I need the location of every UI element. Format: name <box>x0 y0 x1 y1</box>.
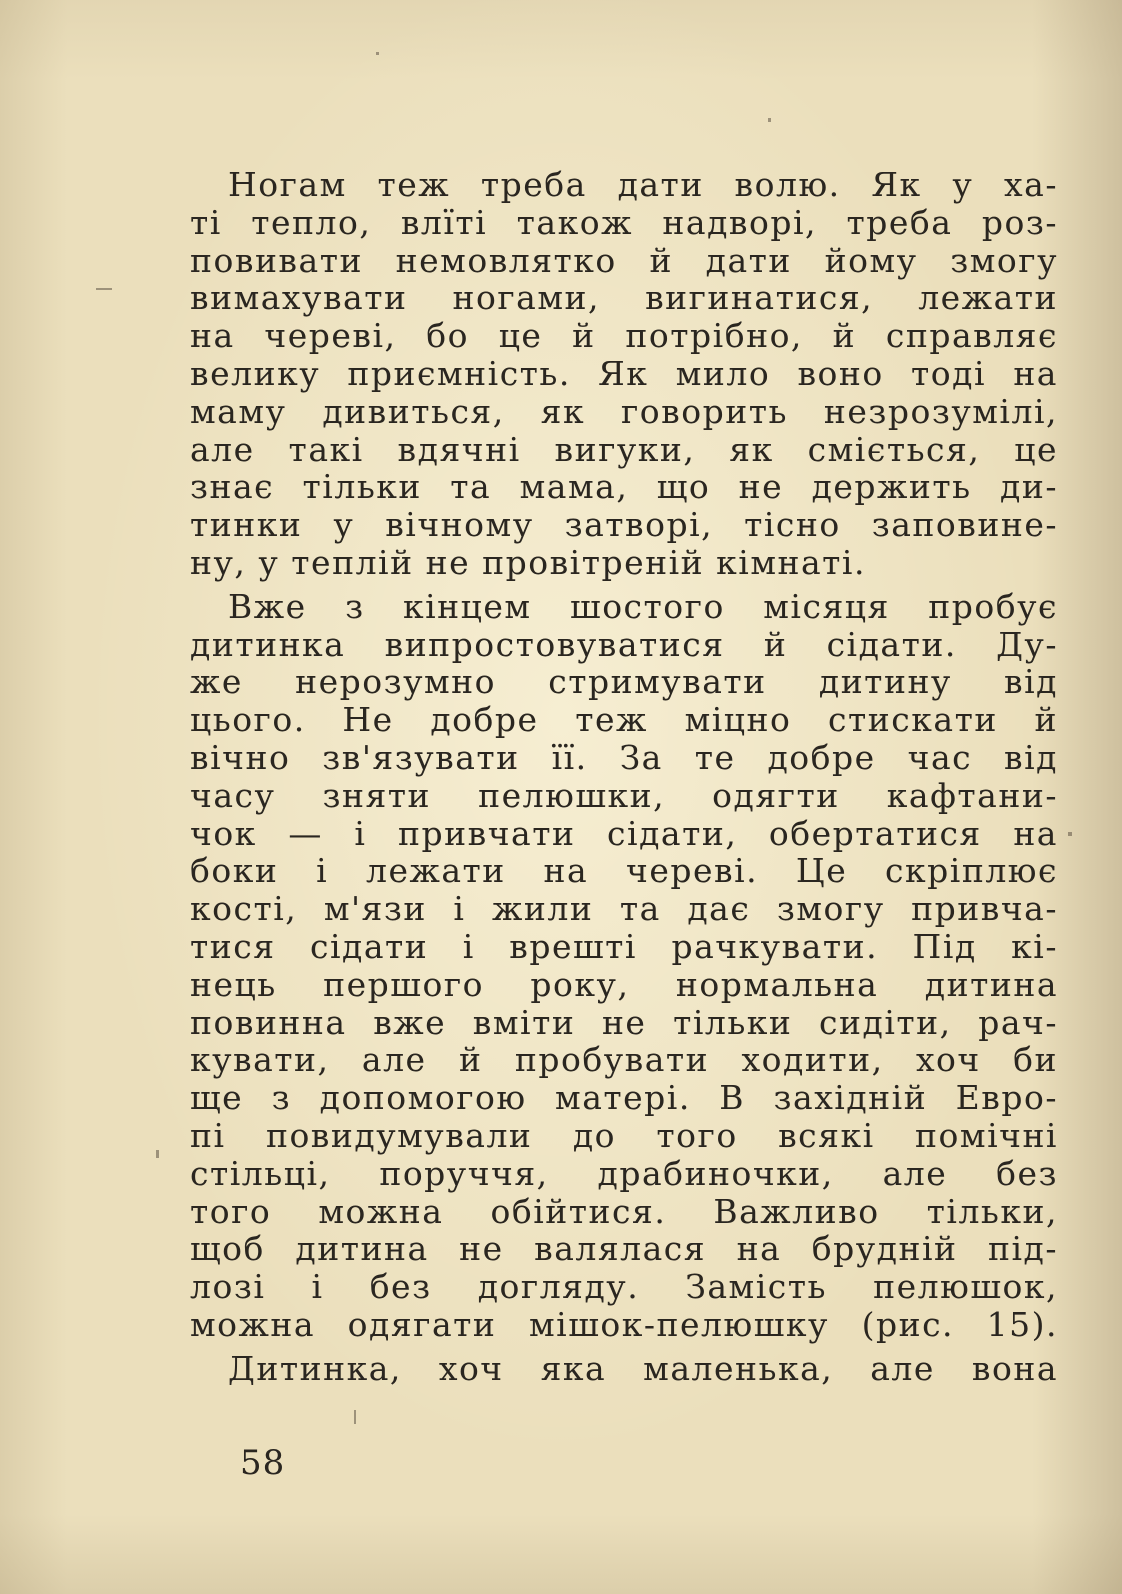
text-line: вічно зв'язувати її. За те добре час від <box>190 737 1058 777</box>
text-line: лозі і без догляду. Замість пелюшок, <box>190 1267 1058 1307</box>
text-line: ті тепло, влїті також надворі, треба роз- <box>190 202 1058 242</box>
text-line: кості, м'язи і жили та дає змогу привча- <box>190 889 1058 929</box>
text-line: Вже з кінцем шостого місяця пробує <box>228 586 1058 626</box>
text-line: часу зняти пелюшки, одягти кафтани- <box>190 775 1058 815</box>
print-speck <box>1068 832 1072 836</box>
page-number: 58 <box>240 1443 286 1483</box>
body-text <box>190 166 1058 1388</box>
text-line: маму дивиться, як говорить незрозумілі, <box>190 391 1058 431</box>
text-line: цього. Не добре теж міцно стискати й <box>190 700 1058 740</box>
print-speck <box>768 118 771 122</box>
text-line: тися сідати і врешті рачкувати. Під кі- <box>190 926 1058 966</box>
paragraph-3 <box>190 1350 1058 1388</box>
text-line: повинна вже вміти не тільки сидіти, рач- <box>190 1002 1058 1042</box>
print-speck <box>156 1150 159 1158</box>
text-line: на череві, бо це й потрібно, й справляє <box>190 316 1058 356</box>
text-line: можна одягати мішок-пелюшку (рис. 15). <box>190 1304 1058 1344</box>
text-line: щоб дитина не валялася на брудній під- <box>190 1229 1058 1269</box>
text-line: вимахувати ногами, вигинатися, лежати <box>190 278 1058 318</box>
text-line: боки і лежати на череві. Це скріплює <box>190 851 1058 891</box>
text-line: Дитинка, хоч яка маленька, але вона <box>228 1348 1058 1388</box>
paragraph-2 <box>190 588 1058 1344</box>
text-line: чок — і привчати сідати, обертатися на <box>190 813 1058 853</box>
text-line: пі повидумували до того всякі помічні <box>190 1115 1058 1155</box>
text-line: але такі вдячні вигуки, як сміється, це <box>190 429 1058 469</box>
text-line: кувати, але й пробувати ходити, хоч би <box>190 1040 1058 1080</box>
print-speck <box>376 52 379 55</box>
print-speck <box>354 1410 356 1424</box>
text-line: велику приємність. Як мило воно тоді на <box>190 353 1058 393</box>
text-line: дитинка випростовуватися й сідати. Ду- <box>190 624 1058 664</box>
text-line: знає тільки та мама, що не держить ди- <box>190 467 1058 507</box>
print-speck <box>96 288 112 290</box>
text-line: нець першого року, нормальна дитина <box>190 964 1058 1004</box>
text-line: ну, у теплій не провітреній кімнаті. <box>190 542 866 582</box>
text-line: тинки у вічному затворі, тісно заповине- <box>190 505 1058 545</box>
text-line: стільці, поруччя, драбиночки, але без <box>190 1153 1058 1193</box>
text-line: же нерозумно стримувати дитину від <box>190 662 1058 702</box>
text-line: того можна обійтися. Важливо тільки, <box>190 1191 1058 1231</box>
text-line: повивати немовлятко й дати йому змогу <box>190 240 1058 280</box>
text-line: Ногам теж треба дати волю. Як у ха- <box>228 165 1058 204</box>
paragraph-1 <box>190 166 1058 582</box>
text-line: ще з допомогою матері. В західній Евро- <box>190 1078 1058 1118</box>
